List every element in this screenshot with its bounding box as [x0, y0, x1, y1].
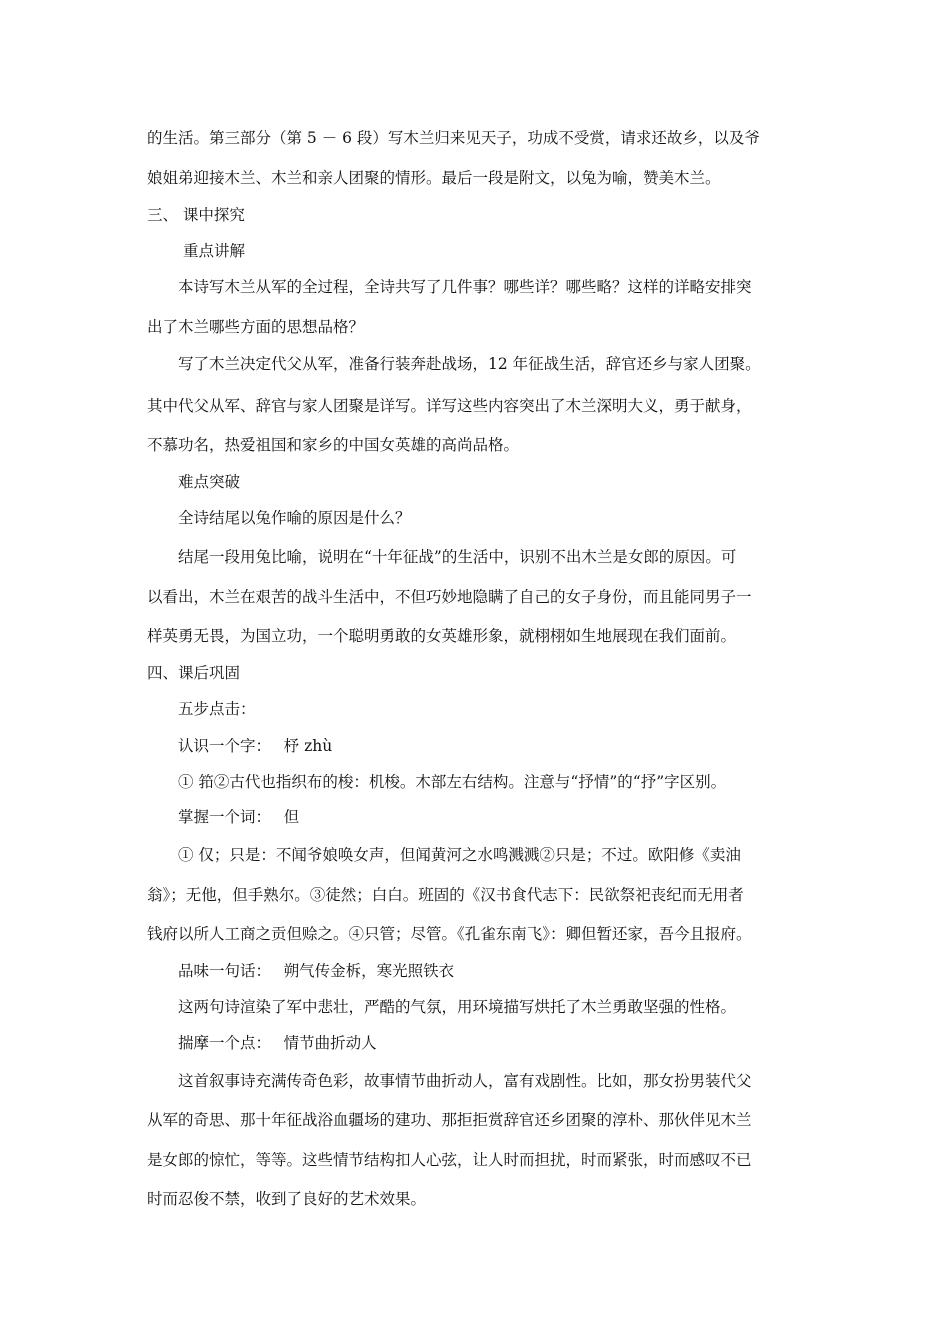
text-line: 钱府以所人工商之贡但赊之。④只管；尽管。《孔雀东南飞》：卿但暂还家，吾今且报府。 — [147, 925, 752, 943]
text-line: 认识一个字： 杼 zhù — [178, 737, 333, 755]
text-line: 这首叙事诗充满传奇色彩，故事情节曲折动人，富有戏剧性。比如，那女扮男装代父 — [178, 1072, 752, 1090]
text-line: 是女郎的惊忙，等等。这些情节结构扣人心弦，让人时而担扰，时而紧张，时而感叹不已 — [147, 1151, 752, 1169]
text-line: ① 仅；只是：不闻爷娘唤女声，但闻黄河之水鸣溅溅②只是；不过。欧阳修《卖油 — [178, 846, 741, 864]
subheading: 五步点击： — [178, 700, 256, 718]
text-line: 品味一句话： 朔气传金柝，寒光照铁衣 — [178, 962, 455, 980]
text-line: ① 筘②古代也指织布的梭：机梭。木部左右结构。注意与“抒情”的“抒”字区别。 — [178, 773, 727, 791]
text-line: 娘姐弟迎接木兰、木兰和亲人团聚的情形。最后一段是附文，以兔为喻，赞美木兰。 — [147, 169, 721, 187]
section-heading: 四、课后巩固 — [147, 664, 241, 682]
text-line: 结尾一段用兔比喻，说明在“十年征战”的生活中，识别不出木兰是女郎的原因。可 — [178, 548, 737, 566]
subheading: 重点讲解 — [183, 242, 246, 260]
section-heading: 三、 课中探究 — [147, 206, 245, 224]
text-line: 从军的奇思、那十年征战浴血疆场的建功、那拒拒赏辞官还乡团聚的淳朴、那伙伴见木兰 — [147, 1111, 752, 1129]
text-line: 的生活。第三部分（第 5 － 6 段）写木兰归来见天子，功成不受赏，请求还故乡，以及爷 — [147, 129, 760, 147]
text-line: 掌握一个词： 但 — [178, 808, 300, 826]
text-line: 全诗结尾以兔作喻的原因是什么？ — [178, 509, 411, 527]
text-line: 这两句诗渲染了军中悲壮，严酷的气氛，用环境描写烘托了木兰勇敢坚强的性格。 — [178, 998, 737, 1016]
text-line: 写了木兰决定代父从军，准备行装奔赴战场，12 年征战生活，辞官还乡与家人团聚。 — [178, 355, 761, 373]
text-line: 其中代父从军、辞官与家人团聚是详写。详写这些内容突出了木兰深明大义，勇于献身， — [147, 397, 752, 415]
text-line: 出了木兰哪些方面的思想品格？ — [147, 318, 365, 336]
text-line: 以看出，木兰在艰苦的战斗生活中，不但巧妙地隐瞒了自己的女子身份，而且能同男子一 — [147, 588, 752, 606]
text-line: 不慕功名，热爱祖国和家乡的中国女英雄的高尚品格。 — [147, 436, 520, 454]
text-line: 样英勇无畏，为国立功，一个聪明勇敢的女英雄形象，就栩栩如生地展现在我们面前。 — [147, 627, 737, 645]
text-line: 翁》；无他，但手熟尔。③徒然；白白。班固的《汉书食代志下：民欲祭祀丧纪而无用者 — [147, 886, 744, 904]
subheading: 难点突破 — [178, 473, 241, 491]
text-line: 本诗写木兰从军的全过程，全诗共写了几件事？哪些详？哪些略？这样的详略安排突 — [178, 278, 752, 296]
text-line: 时而忍俊不禁，收到了良好的艺术效果。 — [147, 1190, 427, 1208]
text-line: 揣摩一个点： 情节曲折动人 — [178, 1034, 377, 1052]
